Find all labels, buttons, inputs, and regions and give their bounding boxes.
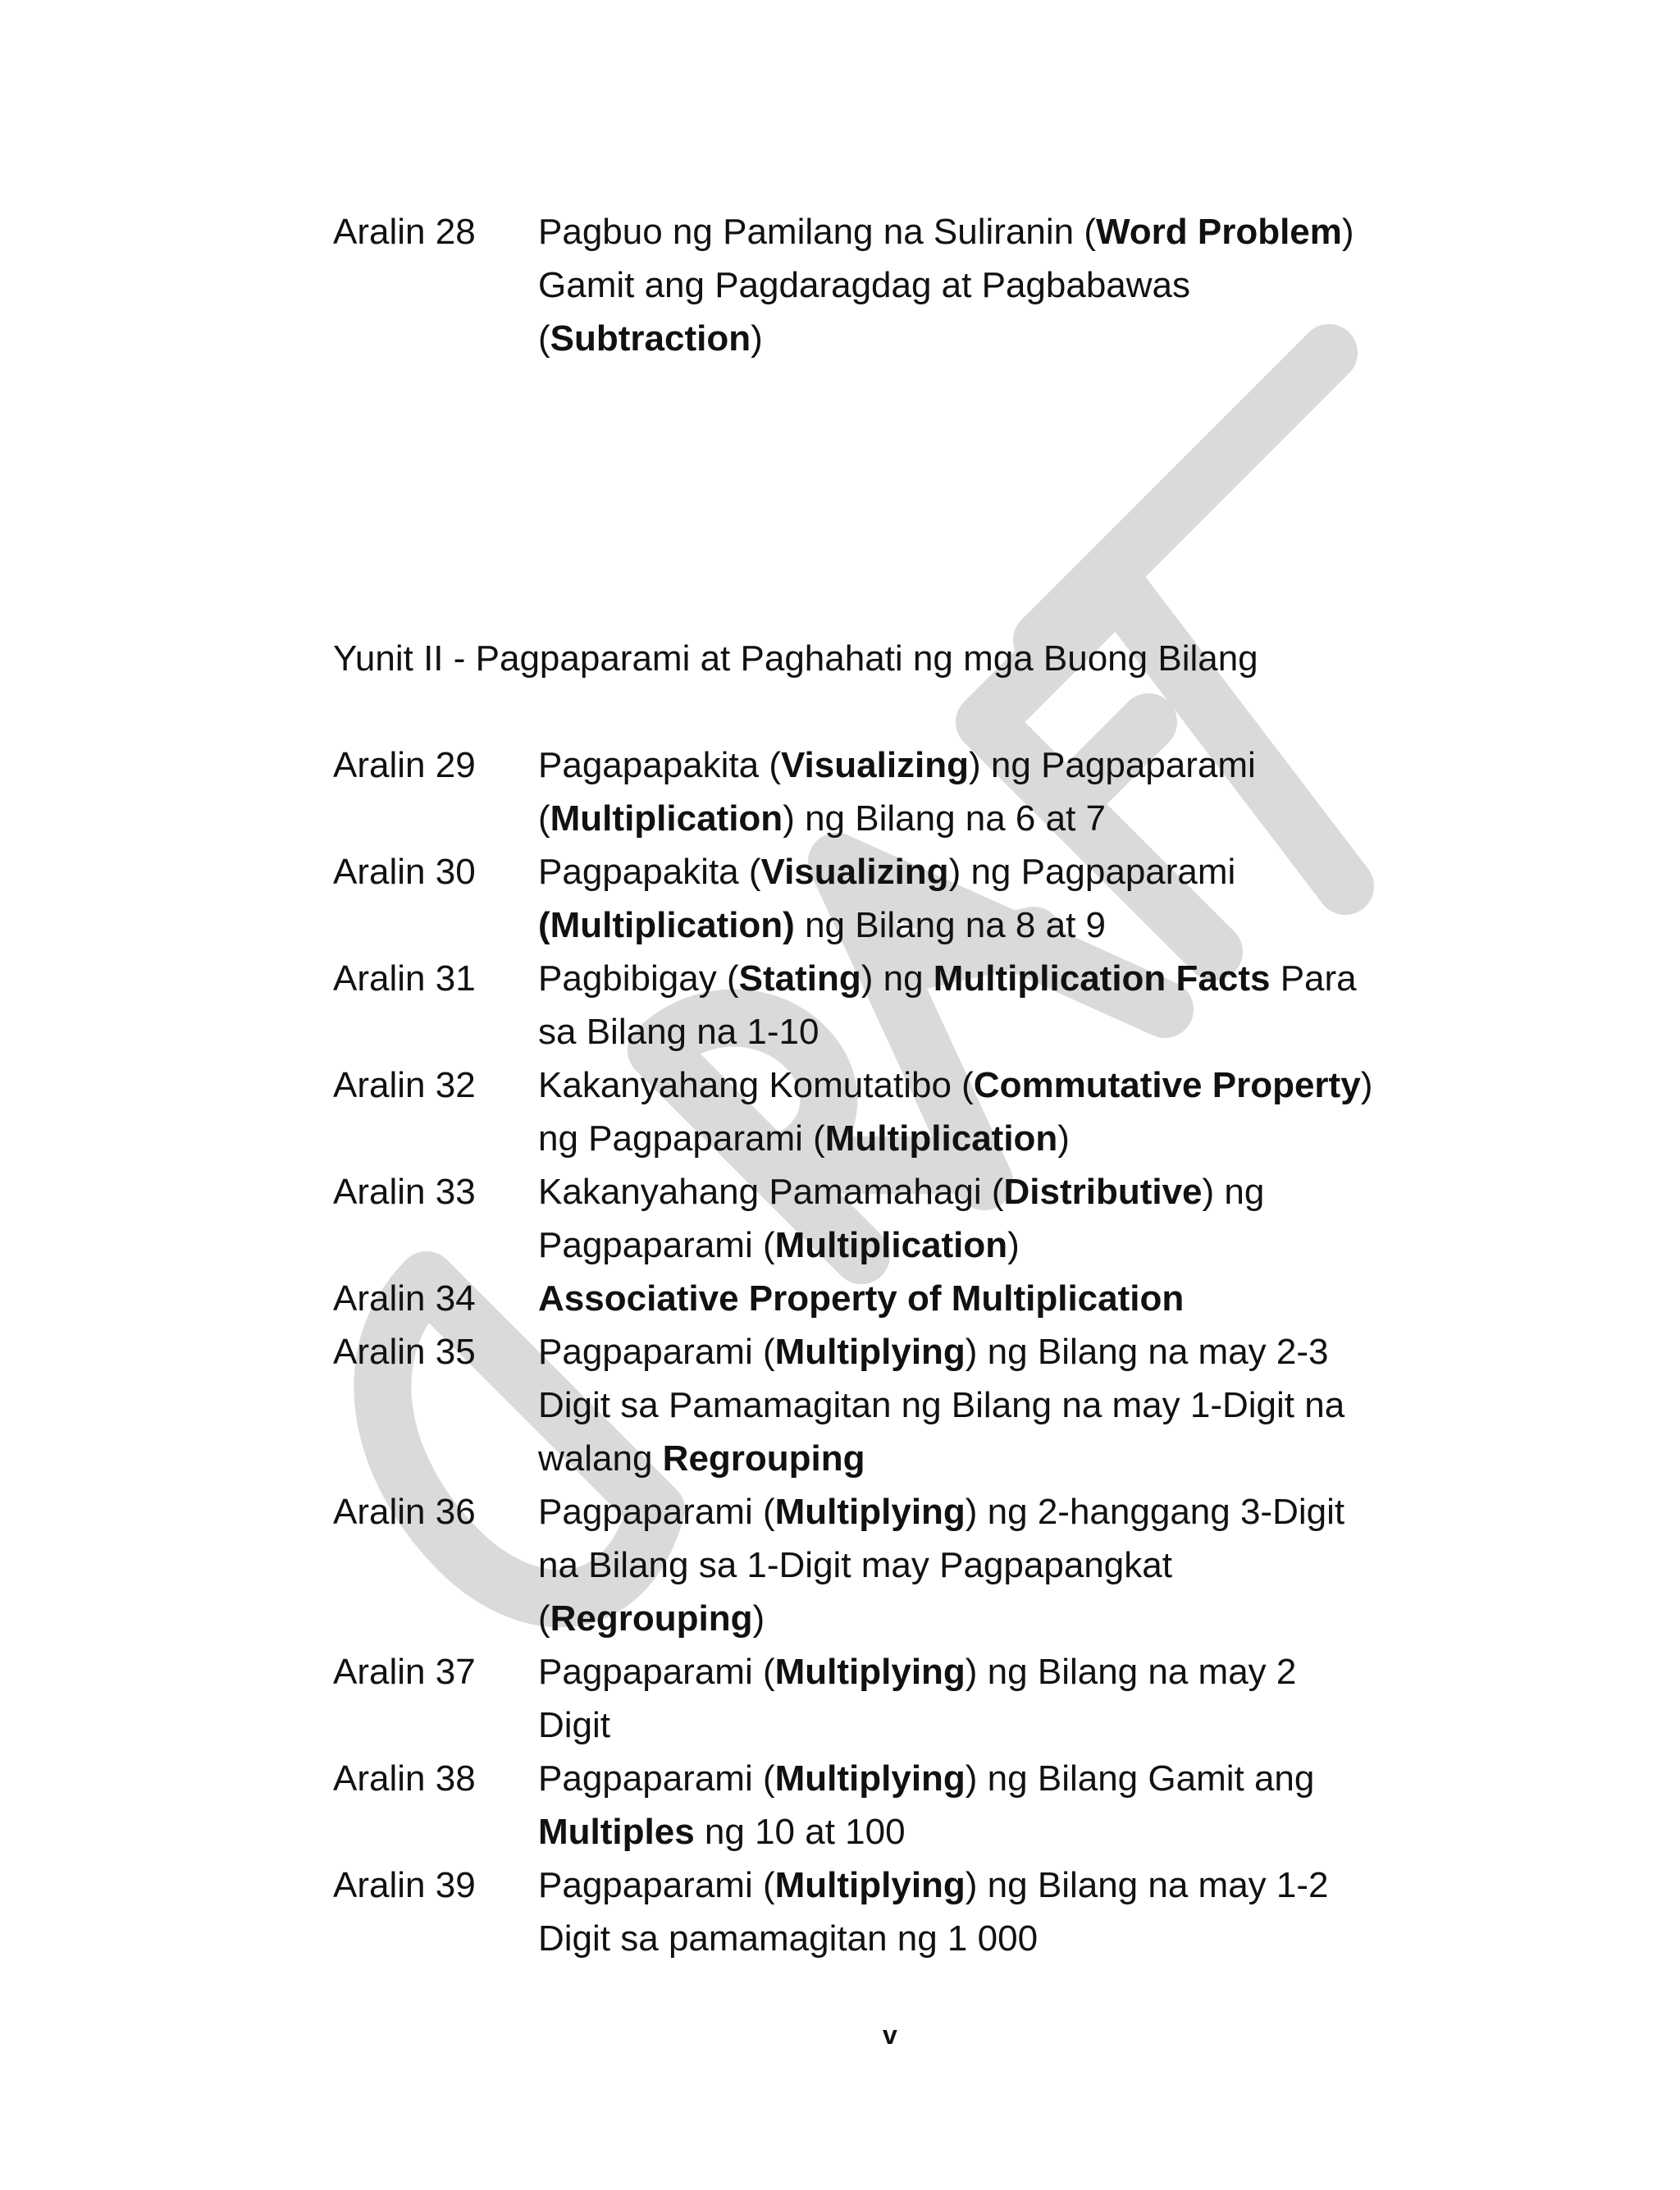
- lesson-label: Aralin 33: [333, 1172, 476, 1212]
- lesson-label: Aralin 30: [333, 852, 476, 892]
- lesson-label: Aralin 34: [333, 1278, 476, 1319]
- lesson-title: Pagpaparami (Multiplying) ng Bilang na may 2 Digit: [538, 1652, 1307, 1745]
- lesson-title: Pagpaparami (Multiplying) ng Bilang Gamit ang Multiples ng 10 at 100: [538, 1758, 1325, 1852]
- lesson-title: Pagpaparami (Multiplying) ng 2-hanggang 3-Digit na Bilang sa 1-Digit may Pagpapangkat (Regrouping): [538, 1492, 1355, 1639]
- lesson-label: Aralin 32: [333, 1065, 476, 1105]
- lesson-title: Associative Property of Multiplication: [538, 1278, 1185, 1319]
- lesson-label: Aralin 38: [333, 1758, 476, 1799]
- lesson-title: Pagpaparami (Multiplying) ng Bilang na may 2-3 Digit sa Pamamagitan ng Bilang na may 1-Digit na walang Regrouping: [538, 1332, 1355, 1479]
- lesson-title: Pagbibigay (Stating) ng Multiplication Facts Para sa Bilang na 1-10: [538, 958, 1367, 1052]
- page-number: v: [883, 2020, 897, 2050]
- lesson-label: Aralin 31: [333, 958, 476, 999]
- lesson-title: Pagpaparami (Multiplying) ng Bilang na may 1-2 Digit sa pamamagitan ng 1 000: [538, 1865, 1339, 1959]
- lesson-label: Aralin 36: [333, 1492, 476, 1532]
- lesson-title: Pagbuo ng Pamilang na Suliranin (Word Problem) Gamit ang Pagdaragdag at Pagbabawas (Subtraction): [538, 212, 1364, 359]
- lesson-label: Aralin 28: [333, 212, 476, 252]
- lesson-title: Kakanyahang Pamamahagi (Distributive) ng Pagpaparami (Multiplication): [538, 1172, 1275, 1265]
- lesson-title: Pagapapakita (Visualizing) ng Pagpaparami (Multiplication) ng Bilang na 6 at 7: [538, 745, 1267, 839]
- unit-heading: Yunit II - Pagpaparami at Paghahati ng mga Buong Bilang: [333, 638, 1258, 679]
- lesson-label: Aralin 37: [333, 1652, 476, 1692]
- lesson-label: Aralin 39: [333, 1865, 476, 1905]
- lesson-title: Pagpapakita (Visualizing) ng Pagpaparami (Multiplication) ng Bilang na 8 at 9: [538, 852, 1246, 945]
- lesson-label: Aralin 29: [333, 745, 476, 785]
- lesson-title: Kakanyahang Komutatibo (Commutative Property) ng Pagpaparami (Multiplication): [538, 1065, 1383, 1159]
- lesson-label: Aralin 35: [333, 1332, 476, 1372]
